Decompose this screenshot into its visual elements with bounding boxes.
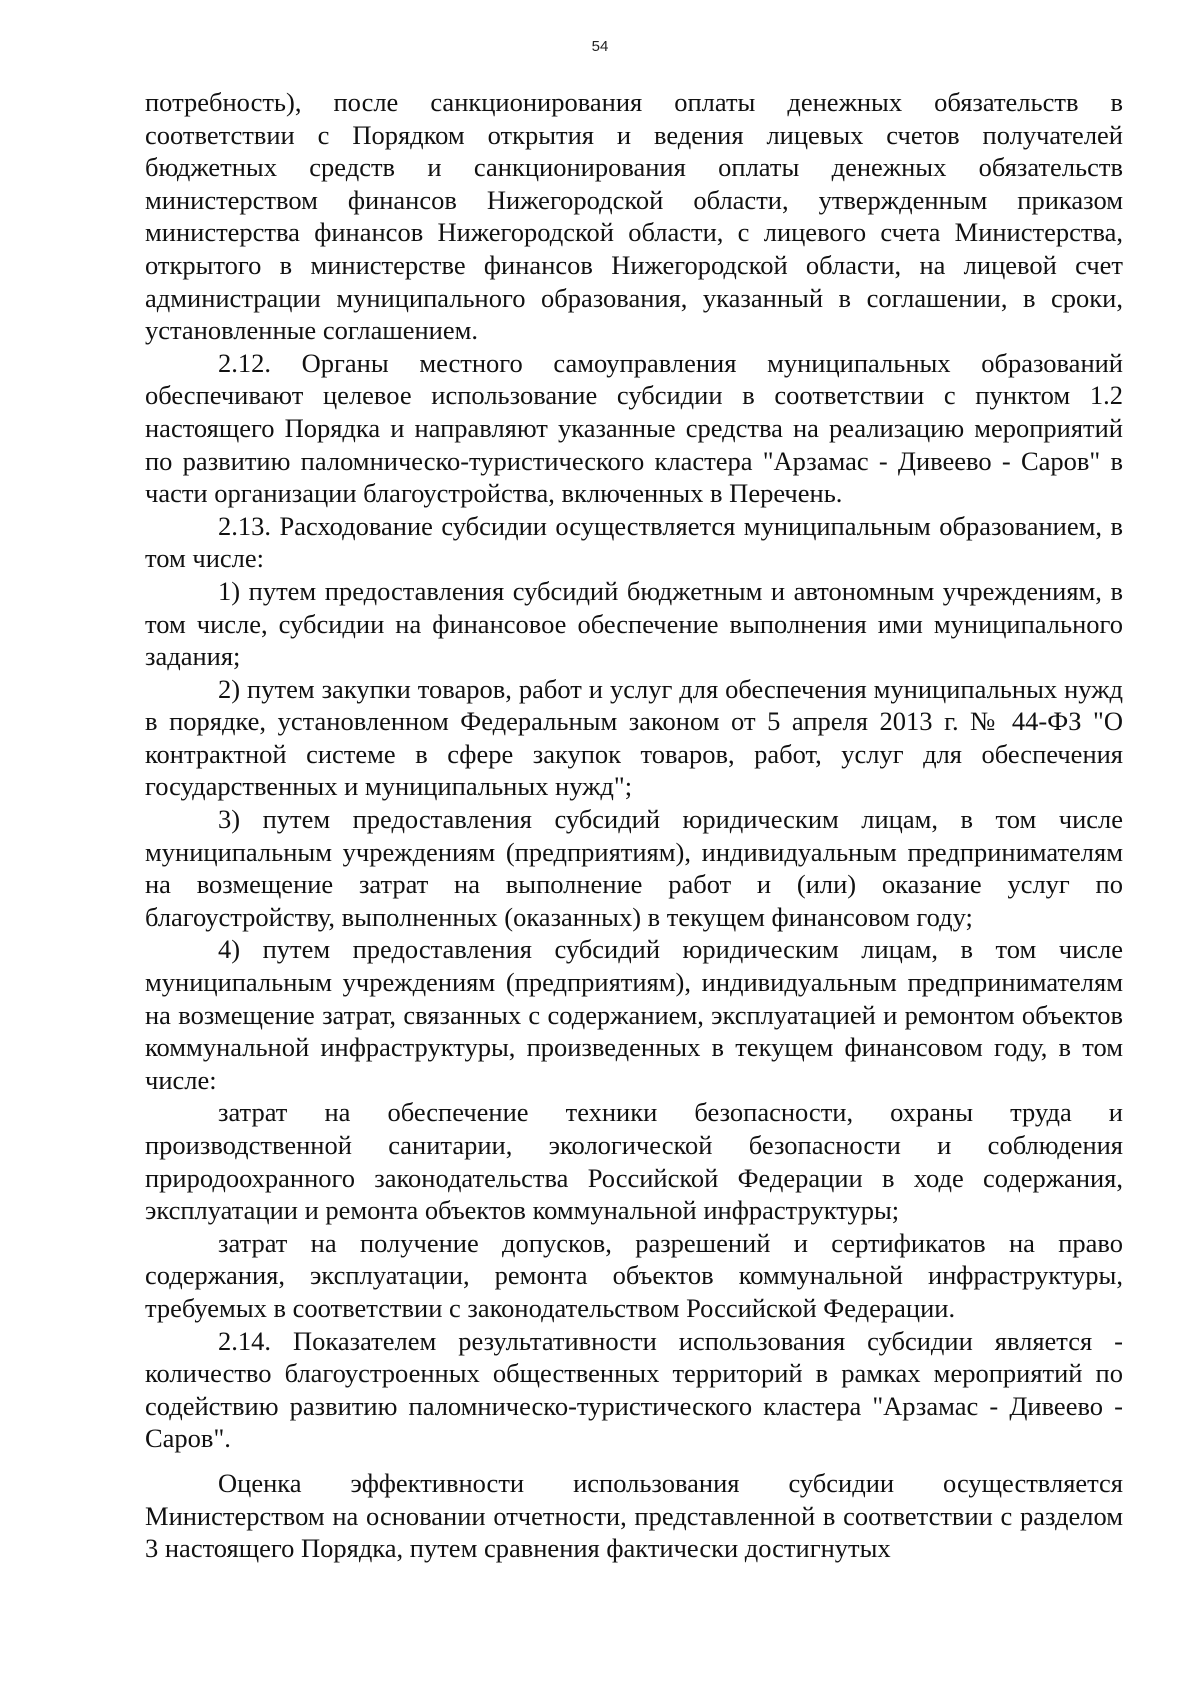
- body-text: [145, 86, 1123, 1565]
- paragraph-continuation: потребность), после санкционирования оплаты денежных обязательств в соответствии с Порядком открытия и ведения лицевых счетов получателей бюджетных средств и санкционирования оплаты денежных обязательств министерством финансов Нижегородской области, утвержденным приказом министерства финансов Нижегородской области, с лицевого счета Министерства, открытого в министерстве финансов Нижегородской области, на лицевой счет администрации муниципального образования, указанный в соглашении, в сроки, установленные соглашением.: [145, 87, 1123, 346]
- paragraph-2-13: 2.13. Расходование субсидии осуществляется муниципальным образованием, в том числе:: [145, 510, 1123, 574]
- paragraph-efficiency-assessment: Оценка эффективности использования субсидии осуществляется Министерством на основании отчетности, представленной в соответствии с разделом 3 настоящего Порядка, путем сравнения фактически достигнутых: [145, 1467, 1123, 1564]
- list-item-2: 2) путем закупки товаров, работ и услуг для обеспечения муниципальных нужд в порядке, установленном Федеральным законом от 5 апреля 2013 г. № 44-ФЗ "О контрактной системе в сфере закупок товаров, работ, услуг для обеспечения государственных и муниципальных нужд";: [145, 673, 1123, 802]
- paragraph-2-14: 2.14. Показателем результативности использования субсидии является - количество благоустроенных общественных территорий в рамках мероприятий по содействию развитию паломническо-туристического кластера "Арзамас - Дивеево - Саров".: [145, 1325, 1123, 1454]
- list-item-3: 3) путем предоставления субсидий юридическим лицам, в том числе муниципальным учреждениям (предприятиям), индивидуальным предпринимателям на возмещение затрат на выполнение работ и (или) оказание услуг по благоустройству, выполненных (оказанных) в текущем финансовом году;: [145, 804, 1123, 932]
- paragraph-2-12: 2.12. Органы местного самоуправления муниципальных образований обеспечивают целевое использование субсидии в соответствии с пунктом 1.2 настоящего Порядка и направляют указанные средства на реализацию мероприятий по развитию паломническо-туристического кластера "Арзамас - Дивеево - Саров" в части организации благоустройства, включенных в Перечень.: [145, 347, 1123, 509]
- list-item-4: 4) путем предоставления субсидий юридическим лицам, в том числе муниципальным учреждениям (предприятиям), индивидуальным предпринимателям на возмещение затрат, связанных с содержанием, эксплуатацией и ремонтом объектов коммунальной инфраструктуры, произведенных в текущем финансовом году, в том числе:: [145, 934, 1123, 1095]
- page-number: 54: [591, 38, 609, 55]
- list-item-1: 1) путем предоставления субсидий бюджетным и автономным учреждениям, в том числе, субсидии на финансовое обеспечение выполнения ими муниципального задания;: [145, 575, 1123, 672]
- sub-item-permit-costs: затрат на получение допусков, разрешений и сертификатов на право содержания, эксплуатации, ремонта объектов коммунальной инфраструктуры, требуемых в соответствии с законодательством Российской Федерации.: [145, 1227, 1123, 1323]
- sub-item-safety-costs: затрат на обеспечение техники безопасности, охраны труда и производственной санитарии, экологической безопасности и соблюдения природоохранного законодательства Российской Федерации в ходе содержания, эксплуатации и ремонта объектов коммунальной инфраструктуры;: [145, 1097, 1123, 1226]
